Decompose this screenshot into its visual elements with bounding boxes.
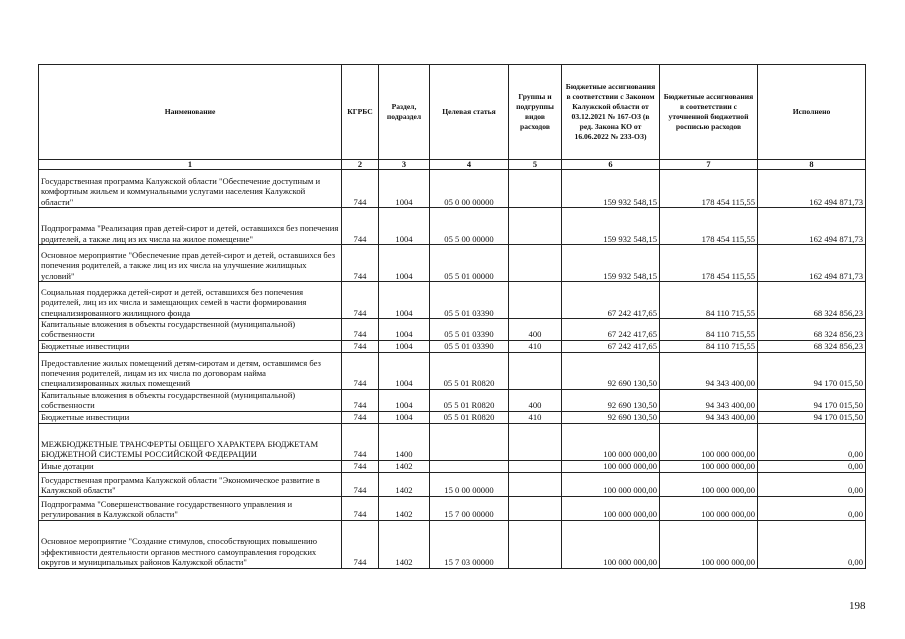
- cell-expense-group: [509, 460, 562, 472]
- header-expense-groups: Группы и подгруппы видов расходов: [509, 65, 562, 160]
- cell-kgrbs: 744: [342, 472, 379, 496]
- cell-revised-allocation: 94 343 400,00: [660, 389, 758, 411]
- column-number: 7: [660, 160, 758, 170]
- column-number: 5: [509, 160, 562, 170]
- cell-revised-allocation: 100 000 000,00: [660, 472, 758, 496]
- cell-executed: 162 494 871,73: [758, 208, 866, 245]
- cell-expense-group: [509, 496, 562, 520]
- cell-razdel: 1402: [379, 460, 430, 472]
- cell-razdel: 1004: [379, 319, 430, 341]
- cell-target-article: 05 5 01 R0820: [430, 411, 509, 423]
- cell-expense-group: 410: [509, 411, 562, 423]
- header-kgrbs: КГРБС: [342, 65, 379, 160]
- cell-kgrbs: 744: [342, 245, 379, 282]
- table-row: [39, 245, 866, 282]
- table-row: [39, 170, 866, 208]
- cell-law-allocation: 100 000 000,00: [562, 496, 660, 520]
- cell-law-allocation: 92 690 130,50: [562, 389, 660, 411]
- cell-executed: 0,00: [758, 460, 866, 472]
- cell-revised-allocation: 178 454 115,55: [660, 245, 758, 282]
- cell-name: Предоставление жилых помещений детям-сиротам и детям, оставшимся без попечения родителей, лицам из их числа по договорам найма специализированных жилых помещений: [39, 352, 342, 389]
- cell-razdel: 1402: [379, 496, 430, 520]
- cell-expense-group: [509, 282, 562, 319]
- header-law-allocations: Бюджетные ассигнования в соответствии с Законом Калужской области от 03.12.2021 № 167-ОЗ (в ред. Закона КО от 16.06.2022 № 233-ОЗ): [562, 65, 660, 160]
- cell-target-article: 15 0 00 00000: [430, 472, 509, 496]
- cell-revised-allocation: 100 000 000,00: [660, 520, 758, 568]
- cell-target-article: 05 5 01 03390: [430, 282, 509, 319]
- cell-expense-group: [509, 170, 562, 208]
- header-revised-allocations: Бюджетные ассигнования в соответствии с уточненной бюджетной росписью расходов: [660, 65, 758, 160]
- cell-kgrbs: 744: [342, 460, 379, 472]
- cell-expense-group: 400: [509, 319, 562, 341]
- cell-target-article: 15 7 03 00000: [430, 520, 509, 568]
- cell-razdel: 1400: [379, 423, 430, 460]
- cell-revised-allocation: 84 110 715,55: [660, 319, 758, 341]
- cell-law-allocation: 159 932 548,15: [562, 208, 660, 245]
- header-name: Наименование: [39, 65, 342, 160]
- cell-law-allocation: 159 932 548,15: [562, 170, 660, 208]
- cell-revised-allocation: 100 000 000,00: [660, 460, 758, 472]
- cell-executed: 162 494 871,73: [758, 170, 866, 208]
- cell-name: Капитальные вложения в объекты государственной (муниципальной) собственности: [39, 319, 342, 341]
- cell-razdel: 1004: [379, 411, 430, 423]
- table-row: [39, 460, 866, 472]
- column-number: 6: [562, 160, 660, 170]
- cell-name: Государственная программа Калужской области "Обеспечение доступным и комфортным жильем и коммунальными услугами населения Калужской области": [39, 170, 342, 208]
- cell-executed: 0,00: [758, 472, 866, 496]
- cell-kgrbs: 744: [342, 319, 379, 341]
- cell-razdel: 1004: [379, 282, 430, 319]
- cell-razdel: 1004: [379, 170, 430, 208]
- cell-name: Капитальные вложения в объекты государственной (муниципальной) собственности: [39, 389, 342, 411]
- cell-executed: 94 170 015,50: [758, 389, 866, 411]
- cell-law-allocation: 67 242 417,65: [562, 340, 660, 352]
- table-row: [39, 282, 866, 319]
- column-number-row: [39, 160, 866, 170]
- cell-name: Социальная поддержка детей-сирот и детей, оставшихся без попечения родителей, лиц из их числа и замещающих семей в части формирования специализированного жилищного фонда: [39, 282, 342, 319]
- cell-executed: 0,00: [758, 496, 866, 520]
- column-number: 3: [379, 160, 430, 170]
- cell-name: Подпрограмма "Реализация прав детей-сирот и детей, оставшихся без попечения родителей, а также лиц из их числа на жилое помещение": [39, 208, 342, 245]
- cell-kgrbs: 744: [342, 340, 379, 352]
- cell-kgrbs: 744: [342, 411, 379, 423]
- cell-law-allocation: 92 690 130,50: [562, 411, 660, 423]
- cell-revised-allocation: 100 000 000,00: [660, 496, 758, 520]
- cell-name: Основное мероприятие "Создание стимулов, способствующих повышению эффективности деятельности органов местного самоуправления городских округов и муниципальных районов Калужской области": [39, 520, 342, 568]
- cell-target-article: 05 5 01 R0820: [430, 352, 509, 389]
- cell-name: Основное мероприятие "Обеспечение прав детей-сирот и детей, оставшихся без попечения родителей, а также лиц из их числа на улучшение жилищных условий": [39, 245, 342, 282]
- cell-razdel: 1004: [379, 352, 430, 389]
- table-row: [39, 496, 866, 520]
- cell-law-allocation: 100 000 000,00: [562, 472, 660, 496]
- table-row: [39, 389, 866, 411]
- cell-revised-allocation: 84 110 715,55: [660, 340, 758, 352]
- table-row: [39, 472, 866, 496]
- cell-expense-group: [509, 472, 562, 496]
- budget-table-body: [39, 170, 866, 569]
- cell-law-allocation: 100 000 000,00: [562, 423, 660, 460]
- cell-law-allocation: 159 932 548,15: [562, 245, 660, 282]
- header-target-article: Целевая статья: [430, 65, 509, 160]
- cell-razdel: 1004: [379, 245, 430, 282]
- column-number: 4: [430, 160, 509, 170]
- cell-executed: 68 324 856,23: [758, 340, 866, 352]
- header-executed: Исполнено: [758, 65, 866, 160]
- cell-target-article: 05 5 01 00000: [430, 245, 509, 282]
- cell-expense-group: [509, 245, 562, 282]
- header-row: [39, 65, 866, 160]
- cell-law-allocation: 67 242 417,65: [562, 282, 660, 319]
- cell-target-article: [430, 460, 509, 472]
- cell-target-article: 05 5 01 03390: [430, 340, 509, 352]
- cell-razdel: 1402: [379, 472, 430, 496]
- cell-kgrbs: 744: [342, 389, 379, 411]
- cell-kgrbs: 744: [342, 208, 379, 245]
- cell-executed: 68 324 856,23: [758, 319, 866, 341]
- cell-kgrbs: 744: [342, 282, 379, 319]
- cell-razdel: 1402: [379, 520, 430, 568]
- cell-law-allocation: 100 000 000,00: [562, 520, 660, 568]
- table-row: [39, 319, 866, 341]
- cell-name: Государственная программа Калужской области "Экономическое развитие в Калужской области": [39, 472, 342, 496]
- cell-target-article: 05 5 01 03390: [430, 319, 509, 341]
- header-razdel: Раздел, подраздел: [379, 65, 430, 160]
- table-row: [39, 208, 866, 245]
- cell-kgrbs: 744: [342, 170, 379, 208]
- cell-expense-group: 400: [509, 389, 562, 411]
- cell-name: Бюджетные инвестиции: [39, 411, 342, 423]
- cell-kgrbs: 744: [342, 423, 379, 460]
- cell-revised-allocation: 94 343 400,00: [660, 352, 758, 389]
- cell-revised-allocation: 94 343 400,00: [660, 411, 758, 423]
- cell-razdel: 1004: [379, 389, 430, 411]
- column-number: 2: [342, 160, 379, 170]
- column-number: 8: [758, 160, 866, 170]
- cell-kgrbs: 744: [342, 520, 379, 568]
- cell-name: Подпрограмма "Совершенствование государственного управления и регулирования в Калужской области": [39, 496, 342, 520]
- cell-law-allocation: 92 690 130,50: [562, 352, 660, 389]
- cell-razdel: 1004: [379, 208, 430, 245]
- cell-expense-group: [509, 520, 562, 568]
- cell-kgrbs: 744: [342, 496, 379, 520]
- cell-executed: 68 324 856,23: [758, 282, 866, 319]
- cell-revised-allocation: 84 110 715,55: [660, 282, 758, 319]
- cell-law-allocation: 67 242 417,65: [562, 319, 660, 341]
- cell-executed: 0,00: [758, 520, 866, 568]
- table-row: [39, 520, 866, 568]
- cell-name: Бюджетные инвестиции: [39, 340, 342, 352]
- cell-executed: 0,00: [758, 423, 866, 460]
- budget-table: [38, 64, 866, 569]
- cell-executed: 94 170 015,50: [758, 352, 866, 389]
- cell-revised-allocation: 178 454 115,55: [660, 208, 758, 245]
- cell-target-article: 05 5 01 R0820: [430, 389, 509, 411]
- cell-expense-group: [509, 423, 562, 460]
- page-number: 198: [849, 600, 866, 612]
- cell-expense-group: [509, 208, 562, 245]
- cell-name: Иные дотации: [39, 460, 342, 472]
- table-row: [39, 352, 866, 389]
- table-row: [39, 340, 866, 352]
- table-row: [39, 411, 866, 423]
- column-number: 1: [39, 160, 342, 170]
- cell-target-article: [430, 423, 509, 460]
- cell-revised-allocation: 178 454 115,55: [660, 170, 758, 208]
- cell-expense-group: [509, 352, 562, 389]
- cell-executed: 162 494 871,73: [758, 245, 866, 282]
- cell-expense-group: 410: [509, 340, 562, 352]
- cell-razdel: 1004: [379, 340, 430, 352]
- cell-executed: 94 170 015,50: [758, 411, 866, 423]
- cell-kgrbs: 744: [342, 352, 379, 389]
- cell-target-article: 05 0 00 00000: [430, 170, 509, 208]
- cell-revised-allocation: 100 000 000,00: [660, 423, 758, 460]
- table-row: [39, 423, 866, 460]
- cell-target-article: 05 5 00 00000: [430, 208, 509, 245]
- cell-target-article: 15 7 00 00000: [430, 496, 509, 520]
- cell-name: МЕЖБЮДЖЕТНЫЕ ТРАНСФЕРТЫ ОБЩЕГО ХАРАКТЕРА БЮДЖЕТАМ БЮДЖЕТНОЙ СИСТЕМЫ РОССИЙСКОЙ ФЕДЕРАЦИИ: [39, 423, 342, 460]
- cell-law-allocation: 100 000 000,00: [562, 460, 660, 472]
